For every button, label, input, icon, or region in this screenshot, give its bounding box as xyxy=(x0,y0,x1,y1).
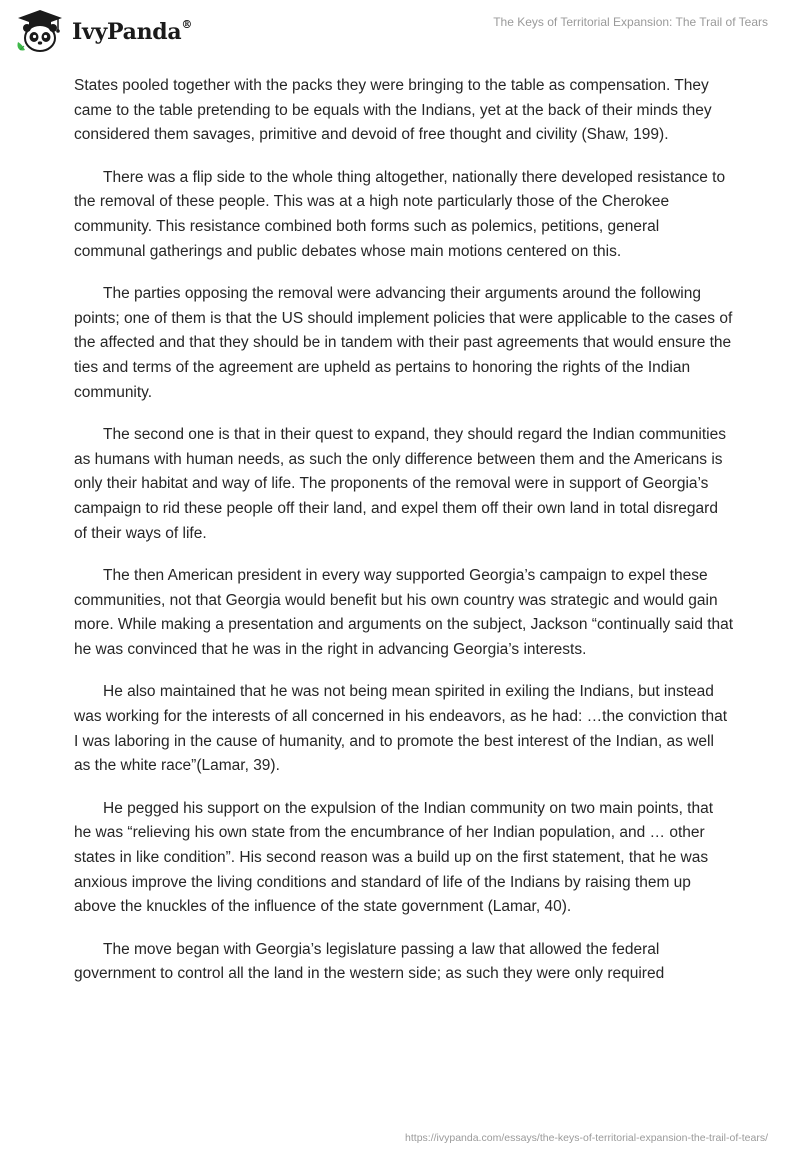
paragraph: The then American president in every way supported Georgia’s campaign to expel these communities, not that Georgia would benefit but his own country was strategic and would gain more. While making a presentation and arguments on the subject, Jackson “continually said that he was convinced that he was in the right in advancing Georgia’s interests. xyxy=(74,567,734,658)
paragraph: He also maintained that he was not being mean spirited in exiling the Indians, but instead was working for the interests of all concerned in his endeavors, as he had: …the conviction that I was laboring in the cause of humanity, and to promote the best interest of the Indian, as well as the white race”(Lamar, 39). xyxy=(74,683,728,775)
paragraph: The parties opposing the removal were advancing their arguments around the following points; one of them is that the US should implement policies that were applicable to the cases of the affected and that they should be in tandem with their past agreements that would ensure the ties and terms of the agreement are upheld as pertains to honoring the rights of the Indian community. xyxy=(74,285,733,401)
paragraph: The move began with Georgia’s legislature passing a law that allowed the federal government to control all the land in the western side; as such they were only required xyxy=(74,940,665,983)
paragraph: He pegged his support on the expulsion of the Indian community on two main points, that he was “relieving his own state from the encumbrance of her Indian population, and … other states in like condition”. His second reason was a build up on the first statement, that he was anxious improve the living conditions and standard of life of the Indians by raising them up above the knuckles of the influence of the state government (Lamar, 40). xyxy=(74,799,714,916)
paragraph: States pooled together with the packs they were bringing to the table as compensation. They came to the table pretending to be equals with the Indians, yet at the back of their minds they considered them savages, primitive and devoid of free thought and civility (Shaw, 199). xyxy=(74,77,712,144)
ivypanda-logo[interactable] xyxy=(14,8,192,54)
panda-graduate-icon xyxy=(14,8,66,54)
paragraph: There was a flip side to the whole thing altogether, nationally there developed resistance to the removal of these people. This was at a high note particularly those of the Cherokee community. This resistance combined both forms such as polemics, petitions, general communal gatherings and public debates whose main motions centered on this. xyxy=(74,168,726,260)
logo-text: IvyPanda® xyxy=(72,17,193,45)
essay-body xyxy=(74,74,734,1005)
page-header xyxy=(0,0,800,62)
source-url[interactable]: https://ivypanda.com/essays/the-keys-of-territorial-expansion-the-trail-of-tears/ xyxy=(405,1132,768,1144)
paragraph: The second one is that in their quest to expand, they should regard the Indian communities as humans with human needs, as such the only difference between them and the Americans is only their habitat and way of life. The proponents of the removal were in support of Georgia’s campaign to rid these people off their land, and expel them off their own land in total disregard of their ways of life. xyxy=(74,426,726,542)
document-title: The Keys of Territorial Expansion: The Trail of Tears xyxy=(493,15,768,29)
